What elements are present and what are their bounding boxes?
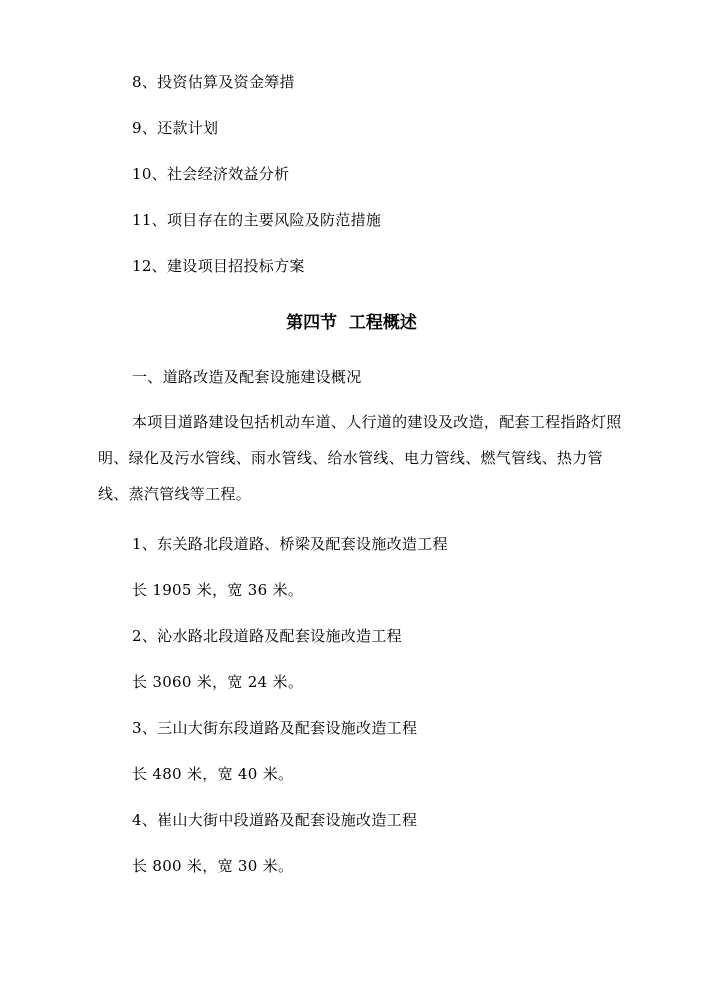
project-title: 1、东关路北段道路、桥梁及配套设施改造工程 <box>132 535 448 553</box>
list-item: 12、建设项目招投标方案 <box>132 257 305 275</box>
section-title: 第四节 工程概述 <box>286 313 417 333</box>
list-item: 10、社会经济效益分析 <box>132 165 290 183</box>
intro-paragraph: 本项目道路建设包括机动车道、人行道的建设及改造，配套工程指路灯照明、绿化及污水管线、雨水管线、给水管线、电力管线、燃气管线、热力管线、蒸汽管线等工程。 <box>98 413 622 503</box>
project-size: 长 480 米，宽 40 米。 <box>132 765 294 783</box>
project-title: 3、三山大街东段道路及配套设施改造工程 <box>132 719 418 737</box>
subsection-title: 一、道路改造及配套设施建设概况 <box>132 368 362 386</box>
project-size: 长 800 米，宽 30 米。 <box>132 857 294 875</box>
project-size: 长 3060 米，宽 24 米。 <box>132 673 304 691</box>
project-size: 长 1905 米，宽 36 米。 <box>132 581 304 599</box>
list-item: 9、还款计划 <box>132 119 219 137</box>
list-item: 11、项目存在的主要风险及防范措施 <box>132 211 382 229</box>
project-title: 4、崔山大街中段道路及配套设施改造工程 <box>132 811 418 829</box>
project-title: 2、沁水路北段道路及配套设施改造工程 <box>132 627 402 645</box>
list-item: 8、投资估算及资金筹措 <box>132 73 295 91</box>
